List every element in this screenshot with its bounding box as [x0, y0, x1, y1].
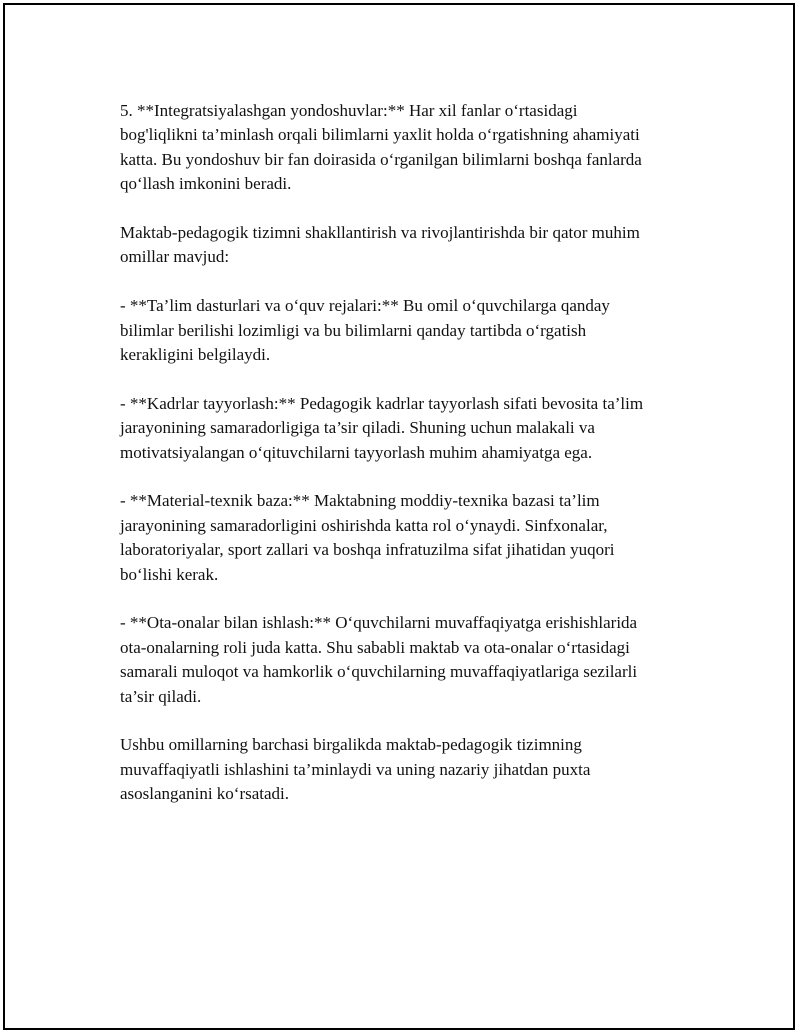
text-line: katta. Bu yondoshuv bir fan doirasida o‘rganilgan bilimlarni boshqa fanlarda [120, 149, 642, 169]
text-line: - **Ota-onalar bilan ishlash:** O‘quvchilarni muvaffaqiyatga erishishlarida [120, 613, 638, 633]
text-line: 5. **Integratsiyalashgan yondoshuvlar:** Har xil fanlar o‘rtasidagi [120, 101, 578, 120]
text-line: bilimlar berilishi lozimligi va bu bilimlarni qanday tartibda o‘rgatish [120, 320, 587, 340]
text-line: bog'liqlikni ta’minlash orqali bilimlarni yaxlit holda o‘rgatishning ahamiyati [120, 125, 640, 145]
list-item-parents [120, 611, 700, 709]
text-line: qo‘llash imkonini beradi. [120, 174, 292, 194]
text-line: jarayonining samaradorligini oshirishda katta rol o‘ynaydi. Sinfxonalar, [120, 515, 608, 535]
document-body [120, 99, 700, 831]
text-line: bo‘lishi kerak. [120, 564, 219, 584]
list-item-staff-training [120, 392, 700, 465]
text-line: ota-onalarning roli juda katta. Shu sababli maktab va ota-onalar o‘rtasidagi [120, 637, 630, 657]
text-line: samarali muloqot va hamkorlik o‘quvchilarning muvaffaqiyatlariga sezilarli [120, 662, 638, 682]
text-line: - **Material-texnik baza:** Maktabning moddiy-texnika bazasi ta’lim [120, 491, 600, 511]
text-line: asoslanganini ko‘rsatadi. [120, 784, 290, 804]
text-line: jarayonining samaradorligiga ta’sir qiladi. Shuning uchun malakali va [120, 418, 595, 438]
list-item-material-base [120, 489, 700, 587]
paragraph-integrated-approaches [120, 99, 700, 197]
paragraph-conclusion [120, 733, 700, 806]
text-line: kerakligini belgilaydi. [120, 345, 271, 365]
text-line: ta’sir qiladi. [120, 686, 202, 706]
list-item-curricula [120, 294, 700, 367]
text-line: laboratoriyalar, sport zallari va boshqa infratuzilma sifat jihatidan yuqori [120, 540, 615, 560]
text-line: - **Kadrlar tayyorlash:** Pedagogik kadrlar tayyorlash sifati bevosita ta’lim [120, 393, 644, 413]
text-line: Maktab-pedagogik tizimni shakllantirish va rivojlantirishda bir qator muhim [120, 223, 640, 243]
paragraph-factors-intro [120, 221, 700, 270]
page-frame [3, 3, 795, 1030]
text-line: - **Ta’lim dasturlari va o‘quv rejalari:** Bu omil o‘quvchilarga qanday [120, 296, 610, 316]
text-line: muvaffaqiyatli ishlashini ta’minlaydi va uning nazariy jihatdan puxta [120, 759, 591, 779]
text-line: motivatsiyalangan o‘qituvchilarni tayyorlash muhim ahamiyatga ega. [120, 442, 593, 462]
text-line: Ushbu omillarning barchasi birgalikda maktab-pedagogik tizimning [120, 735, 582, 755]
text-line: omillar mavjud: [120, 247, 230, 267]
